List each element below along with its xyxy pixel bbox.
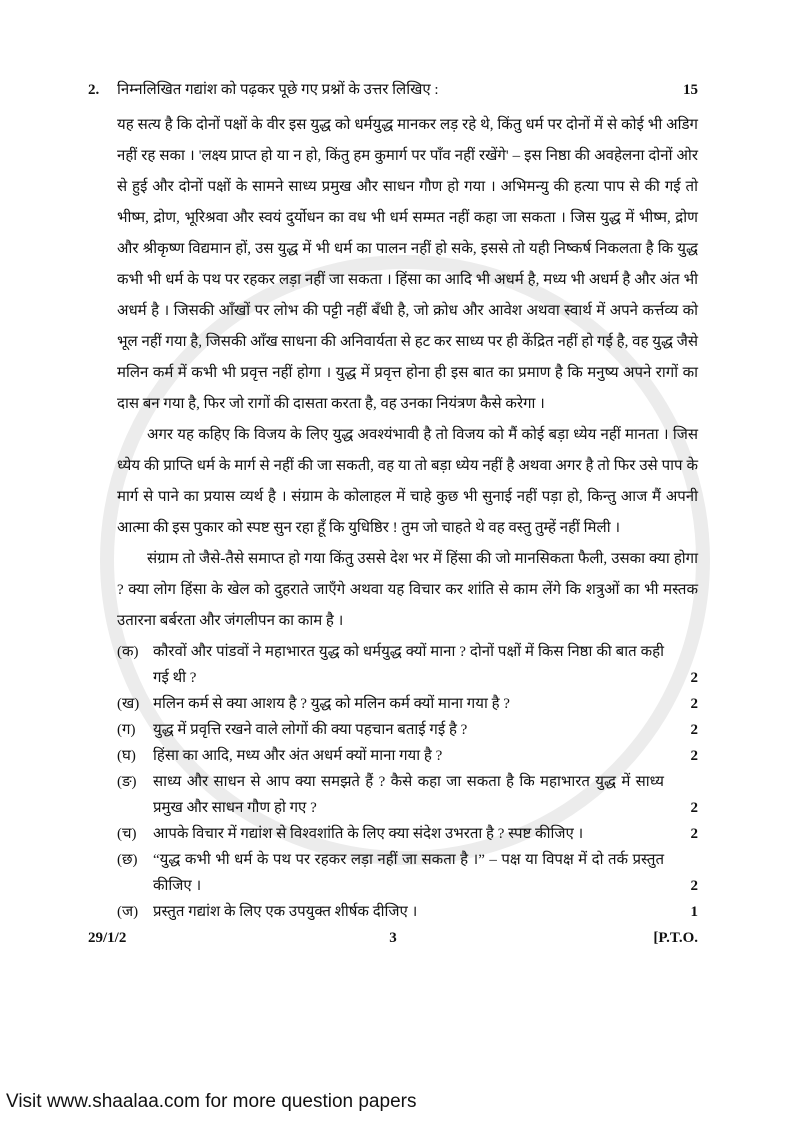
text-line: अवहेलना दोनों ओर से हुई और दोनों पक्षों के सामने साध्य प्रमुख और साधन गौण हो गया । अभिमन्यु की	[117, 148, 698, 195]
subquestion	[117, 639, 698, 691]
passage-para1	[117, 110, 698, 420]
passage-para2	[117, 420, 698, 544]
subquestion-text	[153, 821, 664, 847]
paper-code: 29/1/2	[88, 930, 127, 946]
subquestion	[117, 743, 698, 769]
text-line: “युद्ध कभी भी धर्म के पथ पर रहकर लड़ा नहीं जा सकता है ।” – पक्ष या विपक्ष में दो तर्क प्रस्तुत	[153, 852, 664, 868]
text-line: का प्रमाण है कि मनुष्य अपने रागों का दास बन गया है, फिर जो रागों की दासता करता है, वह उनका नियंत्रण	[117, 365, 698, 412]
text-line: होगा ? क्या लोग हिंसा के खेल को दुहराते जाएँगे अथवा यह विचार कर शांति से काम लेंगे कि शत्रुओं का भी	[117, 551, 699, 598]
subquestion-text	[153, 769, 664, 821]
text-line: निष्कर्ष निकलता है कि युद्ध कभी भी धर्म के पथ पर रहकर लड़ा नहीं जा सकता । हिंसा का आदि भी अधर्म है,	[117, 241, 698, 288]
subquestion-marks: 2	[690, 878, 698, 894]
subquestion-text	[153, 691, 664, 717]
subquestion	[117, 899, 698, 925]
pto-label: [P.T.O.	[653, 930, 698, 946]
text-line: हत्या पाप से की गई तो भीष्म, द्रोण, भूरिश्रवा और स्वयं दुर्योधन का वध भी धर्म सम्मत नहीं कहा जा सकता ।	[117, 179, 698, 226]
subquestion-text	[153, 899, 664, 925]
subquestion-label: (च)	[117, 826, 137, 842]
text-line: हिंसा का आदि, मध्य और अंत अधर्म क्यों माना गया है ?	[153, 748, 443, 764]
passage-para3	[117, 544, 698, 637]
text-line: अडिग नहीं रह सका । 'लक्ष्य प्राप्त हो या न हो, किंतु हम कुमार्ग पर पाँव नहीं रखेंगे' – इस निष्ठा की	[117, 117, 698, 164]
page-number: 3	[389, 930, 397, 946]
subquestion	[117, 717, 698, 743]
text-line: मिली ।	[583, 520, 621, 536]
text-line: जिस ध्येय की प्राप्ति धर्म के मार्ग से नहीं की जा सकती, वह या तो बड़ा ध्येय नहीं है अथवा अगर है तो फिर	[117, 427, 699, 474]
subquestion-label: (ग)	[117, 722, 136, 738]
text-line: उसे पाप के मार्ग से पाने का प्रयास व्यर्थ है । संग्राम के कोलाहल में चाहे कुछ भी सुनाई नहीं पड़ा हो, किन्तु	[117, 458, 699, 505]
text-line: थी ?	[172, 670, 197, 686]
subquestion	[117, 769, 698, 821]
text-line: प्रस्तुत गद्यांश के लिए एक उपयुक्त शीर्षक दीजिए ।	[153, 904, 418, 920]
page-footer	[88, 927, 698, 949]
text-line: मलिन कर्म से क्या आशय है ? युद्ध को मलिन कर्म क्यों माना गया है ?	[153, 696, 510, 712]
text-line: कैसे करेगा ।	[480, 396, 545, 412]
text-line: जिस युद्ध में भीष्म, द्रोण और श्रीकृष्ण विद्यमान हों, उस युद्ध में भी धर्म का पालन नहीं हो सके, इससे तो यही	[117, 210, 698, 257]
subquestion-label: (घ)	[117, 748, 136, 764]
subquestion-label: (छ)	[117, 852, 138, 868]
subquestion-text	[153, 639, 664, 691]
subquestion-marks: 2	[690, 826, 698, 842]
subquestion-text	[153, 847, 664, 899]
subquestion-marks: 2	[690, 670, 698, 686]
passage	[117, 110, 698, 637]
text-line: साध्य और साधन से आप क्या समझते हैं ? कैसे कहा जा सकता है कि महाभारत युद्ध में साध्य प्रमुख	[153, 774, 664, 816]
text-line: अथवा स्वार्थ में अपने कर्त्तव्य को भूल नहीं गया है, जिसकी आँख साधना की अनिवार्यता से हट कर साध्य पर	[117, 303, 699, 350]
text-line: युद्ध में प्रवृत्ति रखने वाले लोगों की क्या पहचान बताई गई है ?	[153, 722, 468, 738]
subquestion-label: (ख)	[117, 696, 140, 712]
text-line: यह सत्य है कि दोनों पक्षों के वीर इस युद्ध को धर्मयुद्ध मानकर लड़ रहे थे, किंतु धर्म पर दोनों में से कोई भी	[117, 117, 663, 133]
visit-link[interactable]: Visit www.shaalaa.com for more question papers	[6, 1091, 417, 1112]
subquestion-marks: 2	[690, 722, 698, 738]
text-line: कीजिए ।	[153, 878, 202, 894]
text-line: और साधन गौण हो गए ?	[186, 800, 317, 816]
text-line: मध्य भी अधर्म है और अंत भी अधर्म है । जिसकी आँखों पर लोभ की पट्टी नहीं बँधी है, जो क्रोध और आवेश	[117, 272, 699, 319]
question-header	[88, 79, 698, 101]
subquestion-marks: 1	[690, 904, 698, 920]
text-line: संग्राम तो जैसे-तैसे समाप्त हो गया किंतु उससे देश भर में हिंसा की जो मानसिकता फैली, उसका क्या	[147, 551, 670, 567]
text-line: मस्तक उतारना बर्बरता और जंगलीपन का काम है ।	[117, 582, 698, 629]
subquestions	[117, 639, 698, 925]
subquestion-marks: 2	[690, 748, 698, 764]
subquestion-text	[153, 717, 664, 743]
subquestion-marks: 2	[690, 696, 698, 712]
question-marks: 15	[683, 82, 698, 98]
subquestion-marks: 2	[690, 800, 698, 816]
text-line: अगर यह कहिए कि विजय के लिए युद्ध अवश्यंभावी है तो विजय को मैं कोई बड़ा ध्येय नहीं मानता ।	[147, 427, 669, 443]
question-number: 2.	[88, 82, 100, 98]
subquestion	[117, 847, 698, 899]
subquestion-label: (ङ)	[117, 774, 137, 790]
text-line: कौरवों और पांडवों ने महाभारत युद्ध को धर्मयुद्ध क्यों माना ? दोनों पक्षों में किस निष्ठा की बात कही गई	[153, 644, 664, 686]
text-line: ही केंद्रित नहीं हो गई है, वह युद्ध जैसे मलिन कर्म में कभी भी प्रवृत्त नहीं होगा । युद्ध में प्रवृत्त होना ही इस बात	[117, 334, 698, 381]
text-line: आज मैं अपनी आत्मा की इस पुकार को स्पष्ट सुन रहा हूँ कि युधिष्ठिर ! तुम जो चाहते थे वह वस्तु तुम्हें नहीं	[117, 489, 699, 536]
subquestion-label: (ज)	[117, 904, 139, 920]
question-instruction: निम्नलिखित गद्यांश को पढ़कर पूछे गए प्रश्नों के उत्तर लिखिए :	[117, 82, 439, 98]
subquestion-text	[153, 743, 664, 769]
subquestion	[117, 691, 698, 717]
text-line: आपके विचार में गद्यांश से विश्वशांति के लिए क्या संदेश उभरता है ? स्पष्ट कीजिए ।	[153, 826, 584, 842]
subquestion-label: (क)	[117, 644, 139, 660]
subquestion	[117, 821, 698, 847]
